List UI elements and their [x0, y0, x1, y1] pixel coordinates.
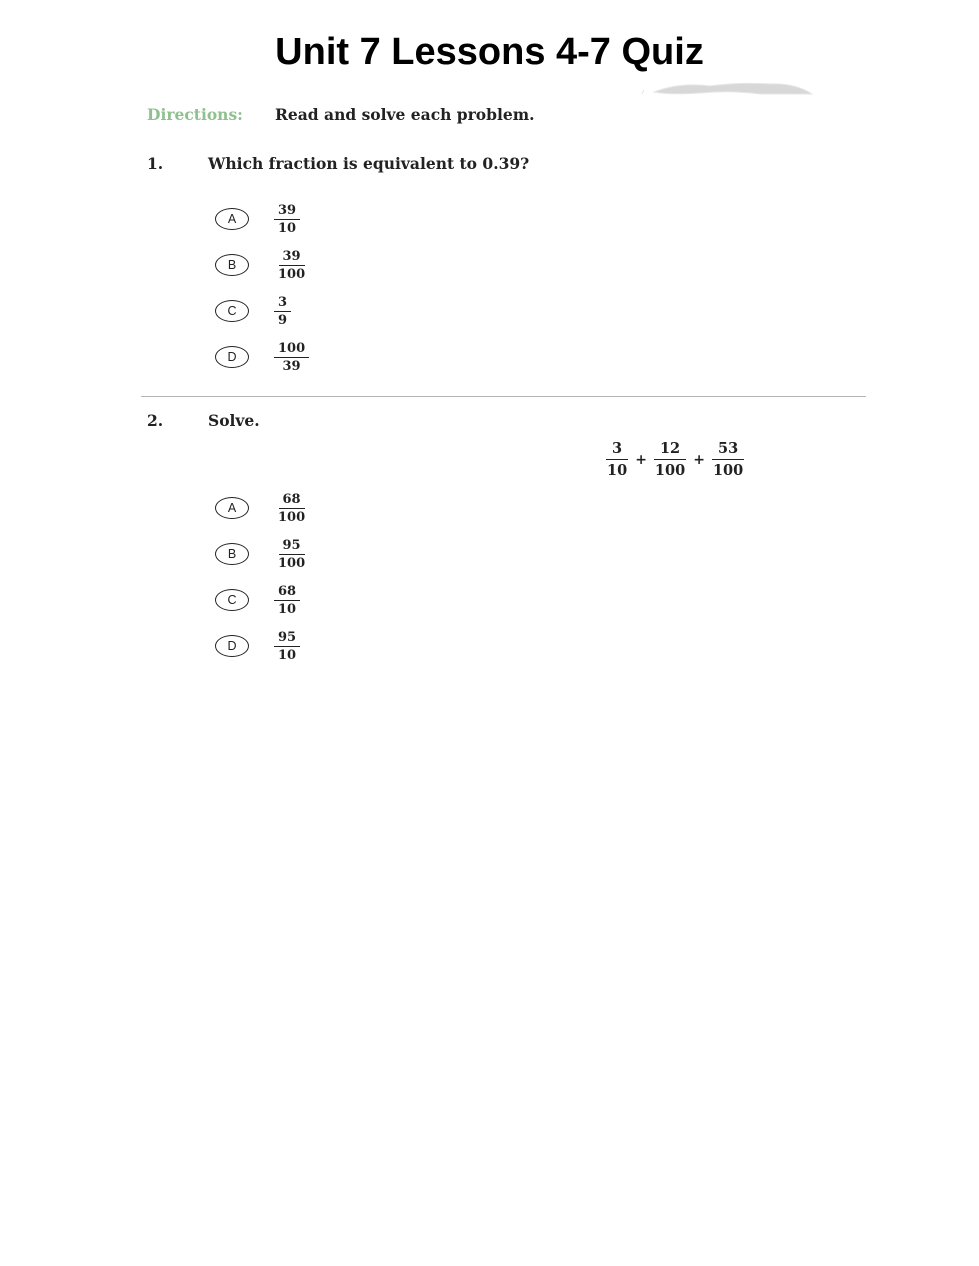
numerator: 95 — [274, 630, 300, 647]
choice-fraction — [274, 538, 309, 571]
denominator: 100 — [712, 462, 744, 479]
denominator: 10 — [607, 462, 628, 479]
choice-fraction — [274, 630, 300, 663]
question-text: Solve. — [208, 411, 260, 430]
expression-fraction — [601, 440, 633, 479]
question-number: 1. — [147, 154, 164, 173]
choice-bubble-a[interactable]: A — [215, 497, 249, 519]
choice-bubble-b[interactable]: B — [215, 543, 249, 565]
directions-label: Directions: — [147, 105, 243, 124]
expression-fraction — [649, 440, 691, 479]
numerator: 53 — [712, 440, 744, 460]
numerator: 95 — [279, 538, 305, 555]
choice-fraction — [274, 249, 309, 282]
choice-bubble-d[interactable]: D — [215, 346, 249, 368]
addition-expression — [601, 440, 749, 479]
numerator: 68 — [279, 492, 305, 509]
choice-fraction — [274, 295, 291, 328]
denominator: 39 — [282, 359, 301, 374]
directions-text: Read and solve each problem. — [275, 105, 535, 124]
choice-fraction — [274, 203, 300, 236]
numerator: 39 — [279, 249, 305, 266]
choice-bubble-c[interactable]: C — [215, 300, 249, 322]
numerator: 3 — [606, 440, 628, 460]
numerator: 68 — [274, 584, 300, 601]
choice-bubble-b[interactable]: B — [215, 254, 249, 276]
numerator: 100 — [274, 341, 309, 358]
denominator: 10 — [278, 221, 297, 236]
choice-bubble-a[interactable]: A — [215, 208, 249, 230]
question-text: Which fraction is equivalent to 0.39? — [208, 154, 530, 173]
question-number: 2. — [147, 411, 164, 430]
denominator: 9 — [278, 313, 288, 328]
numerator: 39 — [274, 203, 300, 220]
plus-operator: + — [635, 451, 647, 468]
question-divider — [141, 396, 866, 397]
plus-operator: + — [693, 451, 705, 468]
numerator: 12 — [654, 440, 686, 460]
expression-fraction — [707, 440, 749, 479]
denominator: 100 — [654, 462, 686, 479]
denominator: 10 — [278, 648, 297, 663]
choice-fraction — [274, 584, 300, 617]
numerator: 3 — [274, 295, 291, 312]
choice-bubble-d[interactable]: D — [215, 635, 249, 657]
choice-fraction — [274, 492, 309, 525]
choice-fraction — [274, 341, 309, 374]
denominator: 100 — [278, 510, 306, 525]
denominator: 100 — [278, 556, 306, 571]
denominator: 10 — [278, 602, 297, 617]
quiz-title: Unit 7 Lessons 4-7 Quiz — [275, 31, 704, 73]
scribble-mark — [640, 80, 815, 96]
denominator: 100 — [278, 267, 306, 282]
choice-bubble-c[interactable]: C — [215, 589, 249, 611]
